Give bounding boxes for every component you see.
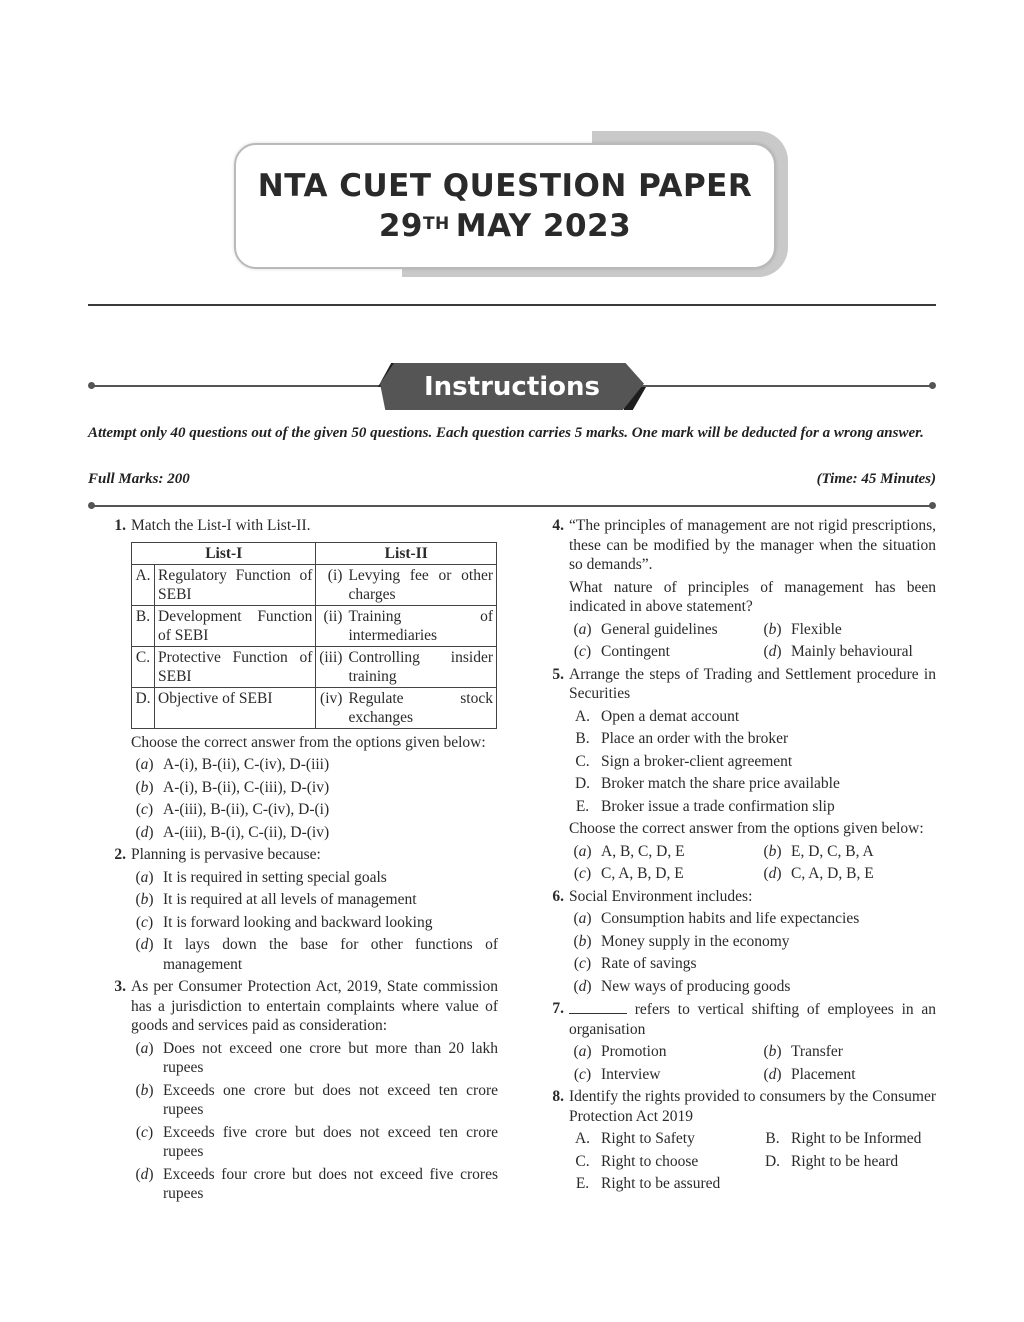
question-text: As per Consumer Protection Act, 2019, State commission has a jurisdiction to entertain complaints where value of goods and services paid as consideration: (131, 978, 498, 1034)
option-a: (a) It is required in setting special goals (135, 868, 387, 886)
question-number: 1. (114, 517, 126, 534)
list-2-header: List-II (316, 542, 497, 564)
question-text: Social Environment includes: (569, 887, 753, 905)
step-item: E. Broker issue a trade confirmation slip (575, 797, 835, 815)
right-item: C. Right to choose (575, 1152, 699, 1170)
row-key: C. (132, 646, 155, 687)
option-b: (b) It is required at all levels of management (135, 891, 417, 908)
choose-instruction: Choose the correct answer from the options given below: (569, 820, 924, 837)
option-row (569, 620, 936, 640)
question-text: Match the List-I with List-II. (131, 517, 311, 534)
rights-row (569, 1129, 936, 1149)
option-a: (a) General guidelines (573, 620, 718, 638)
list-1-header: List-I (132, 542, 316, 564)
row-list-2: Training of intermediaries (345, 605, 496, 646)
row-list-1: Objective of SEBI (155, 687, 316, 728)
match-table (131, 542, 497, 729)
table-row (132, 687, 497, 728)
rule-dot-left (88, 382, 95, 389)
question-number: 4. (552, 517, 564, 534)
option-b: (b) Transfer (763, 1043, 843, 1060)
title-box (234, 143, 776, 269)
question-text: Arrange the steps of Trading and Settlement procedure in Securities (569, 665, 936, 702)
option-a: (a) Promotion (573, 1043, 667, 1060)
table-header-row (132, 542, 497, 564)
option-a: (a) Does not exceed one crore but more than 20 lakh rupees (135, 1039, 498, 1076)
question-text: refers to vertical shifting of employees in an organisation (569, 1001, 937, 1038)
option-d: (d) Mainly behavioural (763, 643, 913, 660)
paper-date (379, 206, 631, 246)
question-7 (542, 999, 936, 1084)
option-c: (c) It is forward looking and backward looking (135, 913, 433, 931)
option-a: (a) A, B, C, D, E (573, 842, 685, 860)
option-b: (b) Flexible (763, 620, 842, 638)
marks-row (88, 471, 936, 488)
section-rule (92, 505, 932, 507)
row-roman: (ii) (316, 605, 346, 646)
option-d: (d) C, A, D, B, E (763, 865, 874, 882)
step-item: B. Place an order with the broker (575, 730, 789, 747)
option-c: (c) Interview (573, 1065, 661, 1083)
question-4 (542, 516, 936, 662)
question-number: 8. (552, 1088, 564, 1105)
question-number: 5. (552, 665, 564, 683)
option-d: (d) Placement (763, 1065, 856, 1083)
instructions-note: Attempt only 40 questions out of the given 50 questions. Each question carries 5 marks. One mark will be deducted for a wrong answer. (88, 425, 924, 441)
question-text: Identify the rights provided to consumers by the Consumer Protection Act 2019 (569, 1088, 936, 1125)
date-day: 29 (378, 208, 423, 244)
option-c: (c) C, A, B, D, E (573, 865, 684, 882)
date-suffix: TH (422, 214, 450, 234)
option-d: (d) It lays down the base for other functions of management (135, 936, 498, 973)
date-rest: MAY 2023 (455, 208, 632, 244)
row-list-1: Development Function of SEBI (155, 605, 316, 646)
option-c: (c) Rate of savings (573, 955, 697, 972)
question-text-2: What nature of principles of management has been indicated in above statement? (569, 578, 936, 615)
right-item: A. Right to Safety (574, 1130, 695, 1147)
question-1 (104, 516, 498, 842)
option-row (569, 1042, 936, 1062)
row-list-2: Regulate stock exchanges (345, 687, 496, 728)
question-text: Planning is pervasive because: (131, 846, 321, 863)
question-number: 6. (552, 887, 564, 905)
question-number: 3. (114, 978, 126, 995)
option-a: (a) A-(i), B-(ii), C-(iv), D-(iii) (135, 756, 330, 773)
question-2 (104, 845, 498, 974)
option-a: (a) Consumption habits and life expectancies (573, 910, 860, 927)
fill-in-blank (569, 999, 627, 1014)
right-item: D. Right to be heard (764, 1152, 899, 1170)
question-3 (104, 977, 498, 1204)
rights-row (569, 1152, 936, 1172)
time-limit: (Time: 45 Minutes) (816, 471, 936, 487)
question-8 (542, 1087, 936, 1194)
step-item: A. Open a demat account (574, 707, 740, 725)
option-row (569, 864, 936, 884)
option-b: (b) Exceeds one crore but does not exceed ten crore rupees (135, 1081, 498, 1118)
row-key: A. (132, 564, 155, 605)
right-item: B. Right to be Informed (765, 1130, 922, 1147)
row-roman: (iii) (316, 646, 346, 687)
full-marks: Full Marks: 200 (88, 471, 190, 487)
option-d: (d) New ways of producing goods (573, 977, 791, 995)
question-text: “The principles of management are not rigid prescriptions, these can be modified by the manager when the situation so demands”. (569, 517, 936, 573)
right-column (542, 516, 936, 1194)
option-c: (c) Exceeds five crore but does not exceed ten crore rupees (135, 1123, 498, 1160)
section-dot-left (88, 502, 95, 509)
row-roman: (i) (316, 564, 346, 605)
step-item: C. Sign a broker-client agreement (575, 752, 793, 770)
choose-instruction: Choose the correct answer from the options given below: (131, 733, 486, 751)
option-d: (d) Exceeds four crore but does not exceed five crores rupees (135, 1165, 498, 1202)
option-b: (b) A-(i), B-(ii), C-(iii), D-(iv) (135, 778, 330, 796)
row-list-1: Regulatory Function of SEBI (155, 564, 316, 605)
question-5 (542, 665, 936, 884)
row-list-1: Protective Function of SEBI (155, 646, 316, 687)
table-row (132, 605, 497, 646)
option-b: (b) Money supply in the economy (573, 932, 790, 950)
question-6 (542, 887, 936, 997)
option-c: (c) A-(iii), B-(ii), C-(iv), D-(i) (135, 801, 330, 818)
table-row (132, 646, 497, 687)
instructions-heading: Instructions (423, 371, 601, 402)
title-banner (232, 131, 792, 279)
question-number: 7. (552, 1000, 564, 1017)
option-b: (b) E, D, C, B, A (763, 842, 874, 860)
row-list-2: Controlling insider training (345, 646, 496, 687)
table-row (132, 564, 497, 605)
question-number: 2. (114, 846, 126, 863)
left-column (104, 516, 498, 1204)
row-list-2: Levying fee or other charges (345, 564, 496, 605)
header-rule (88, 304, 936, 306)
option-row (569, 642, 936, 662)
paper-title: NTA CUET QUESTION PAPER (257, 168, 753, 204)
row-roman: (iv) (316, 687, 346, 728)
option-c: (c) Contingent (573, 643, 670, 660)
right-item: E. Right to be assured (575, 1175, 721, 1192)
option-row (569, 842, 936, 862)
option-row (569, 1065, 936, 1085)
option-d: (d) A-(iii), B-(i), C-(ii), D-(iv) (135, 823, 330, 841)
step-item: D. Broker match the share price available (574, 775, 840, 792)
row-key: B. (132, 605, 155, 646)
section-dot-right (929, 502, 936, 509)
row-key: D. (132, 687, 155, 728)
rule-dot-right (929, 382, 936, 389)
